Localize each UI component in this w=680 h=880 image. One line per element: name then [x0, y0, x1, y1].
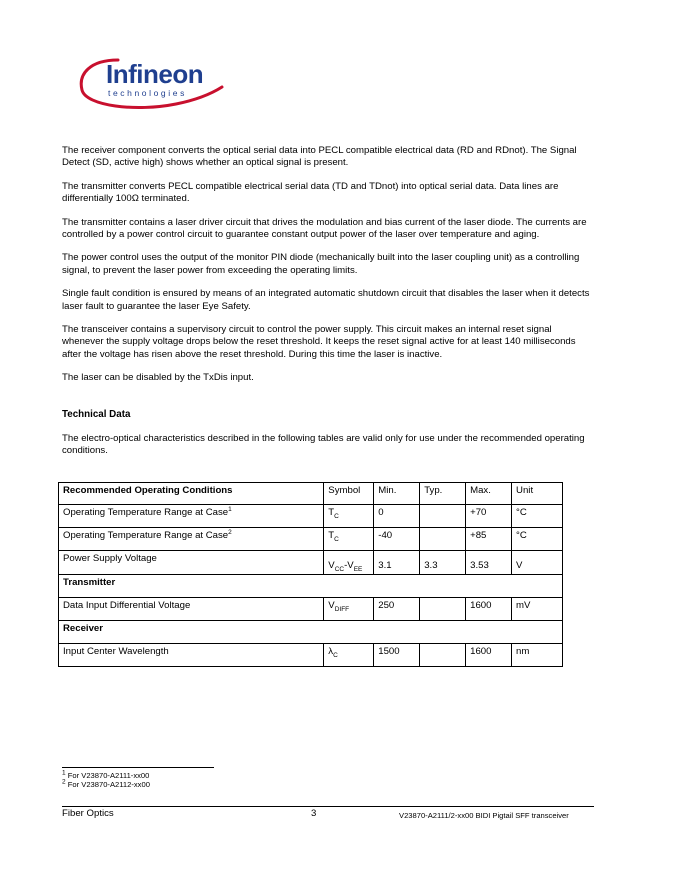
footnote-divider: [62, 767, 214, 768]
infineon-logo: [76, 54, 226, 112]
cell-symbol: $\lambda_C$: [324, 644, 374, 667]
header-min: Min.: [374, 483, 420, 505]
cell-min: 1500: [374, 644, 420, 667]
table-header-row: [59, 483, 563, 505]
cell-symbol: $T_C$: [324, 505, 374, 528]
cell-min: 0: [374, 505, 420, 528]
table-row: [59, 528, 563, 551]
technical-data-intro: The electro-optical characteristics described in the following tables are valid only for use under the recommended operating conditions.: [62, 432, 585, 457]
table-section-transmitter: [59, 575, 563, 598]
paragraph-receiver: The receiver component converts the optical serial data into PECL compatible electrical data (RD and RDnot). The Signal Detect (SD, active high) shows whether an optical signal is present.: [62, 145, 577, 169]
footer-section: Fiber Optics: [62, 808, 114, 819]
table-row: [59, 551, 563, 575]
footnote-2: $^2$ For V23870-A2112-xx00: [62, 778, 150, 789]
table-row: [59, 644, 563, 667]
header-unit: Unit: [512, 483, 563, 505]
cell-parameter: Operating Temperature Range at Case$^2$: [59, 528, 324, 551]
cell-max: 1600: [466, 644, 512, 667]
footer-product: V23870-A2111/2-xx00 BIDI Pigtail SFF transceiver: [399, 811, 569, 820]
cell-parameter: Operating Temperature Range at Case$^1$: [59, 505, 324, 528]
operating-conditions-table: [58, 482, 563, 667]
cell-unit: nm: [512, 644, 563, 667]
cell-parameter: Input Center Wavelength: [59, 644, 324, 667]
cell-typ: [420, 505, 466, 528]
cell-unit: °C: [512, 505, 563, 528]
logo-tagline: technologies: [108, 88, 187, 98]
page-number: 3: [311, 808, 317, 819]
table-section-receiver: [59, 621, 563, 644]
cell-unit: °C: [512, 528, 563, 551]
body-content: [62, 145, 594, 469]
technical-data-heading: Technical Data: [62, 408, 131, 420]
cell-typ: 3.3: [420, 551, 466, 575]
paragraph-transmitter: The transmitter converts PECL compatible electrical serial data (TD and TDnot) into optical serial data. Data lines are differentially 100Ω terminated.: [62, 180, 559, 205]
cell-max: 1600: [466, 598, 512, 621]
footnote-1: $^1$ For V23870-A2111-xx00: [62, 769, 150, 780]
cell-symbol: $V_{CC}-V_{EE}$: [324, 551, 374, 575]
header-max: Max.: [466, 483, 512, 505]
cell-typ: [420, 598, 466, 621]
table-row: [59, 598, 563, 621]
table-row: [59, 505, 563, 528]
cell-typ: [420, 644, 466, 667]
cell-max: 3.53: [466, 551, 512, 575]
cell-symbol: $T_C$: [324, 528, 374, 551]
footer-divider: [62, 806, 594, 807]
header-symbol: Symbol: [324, 483, 374, 505]
header-typ: Typ.: [420, 483, 466, 505]
logo-name: Infineon: [106, 59, 204, 89]
paragraph-txdis: The laser can be disabled by the TxDis input.: [62, 372, 254, 384]
cell-max: +70: [466, 505, 512, 528]
paragraph-power-control: The power control uses the output of the monitor PIN diode (mechanically built into the laser coupling unit) as a controlling signal, to prevent the laser power from exceeding the operating limits.: [62, 252, 580, 276]
paragraph-fault-condition: Single fault condition is ensured by means of an integrated automatic shutdown circuit that disables the laser when it detects laser fault to guarantee the laser Eye Safety.: [62, 288, 590, 312]
cell-parameter: Power Supply Voltage: [59, 551, 324, 575]
section-label: Receiver: [59, 621, 563, 644]
section-label: Transmitter: [59, 575, 563, 598]
header-parameter: Recommended Operating Conditions: [59, 483, 324, 505]
cell-unit: V: [512, 551, 563, 575]
cell-typ: [420, 528, 466, 551]
cell-unit: mV: [512, 598, 563, 621]
cell-max: +85: [466, 528, 512, 551]
cell-symbol: $V_{DIFF}$: [324, 598, 374, 621]
cell-min: 250: [374, 598, 420, 621]
paragraph-laser-driver: The transmitter contains a laser driver circuit that drives the modulation and bias current of the laser diode. The currents are controlled by a power control circuit to guarantee constant output power of the laser over temperature and aging.: [62, 216, 587, 241]
cell-parameter: Data Input Differential Voltage: [59, 598, 324, 621]
cell-min: -40: [374, 528, 420, 551]
paragraph-supervisory: The transceiver contains a supervisory circuit to control the power supply. This circuit makes an internal reset signal whenever the supply voltage drops below the reset threshold. It keeps the reset signal active for at least 140 milliseconds after the voltage has risen above the reset threshold. During this time the laser is inactive.: [62, 324, 576, 360]
cell-min: 3.1: [374, 551, 420, 575]
